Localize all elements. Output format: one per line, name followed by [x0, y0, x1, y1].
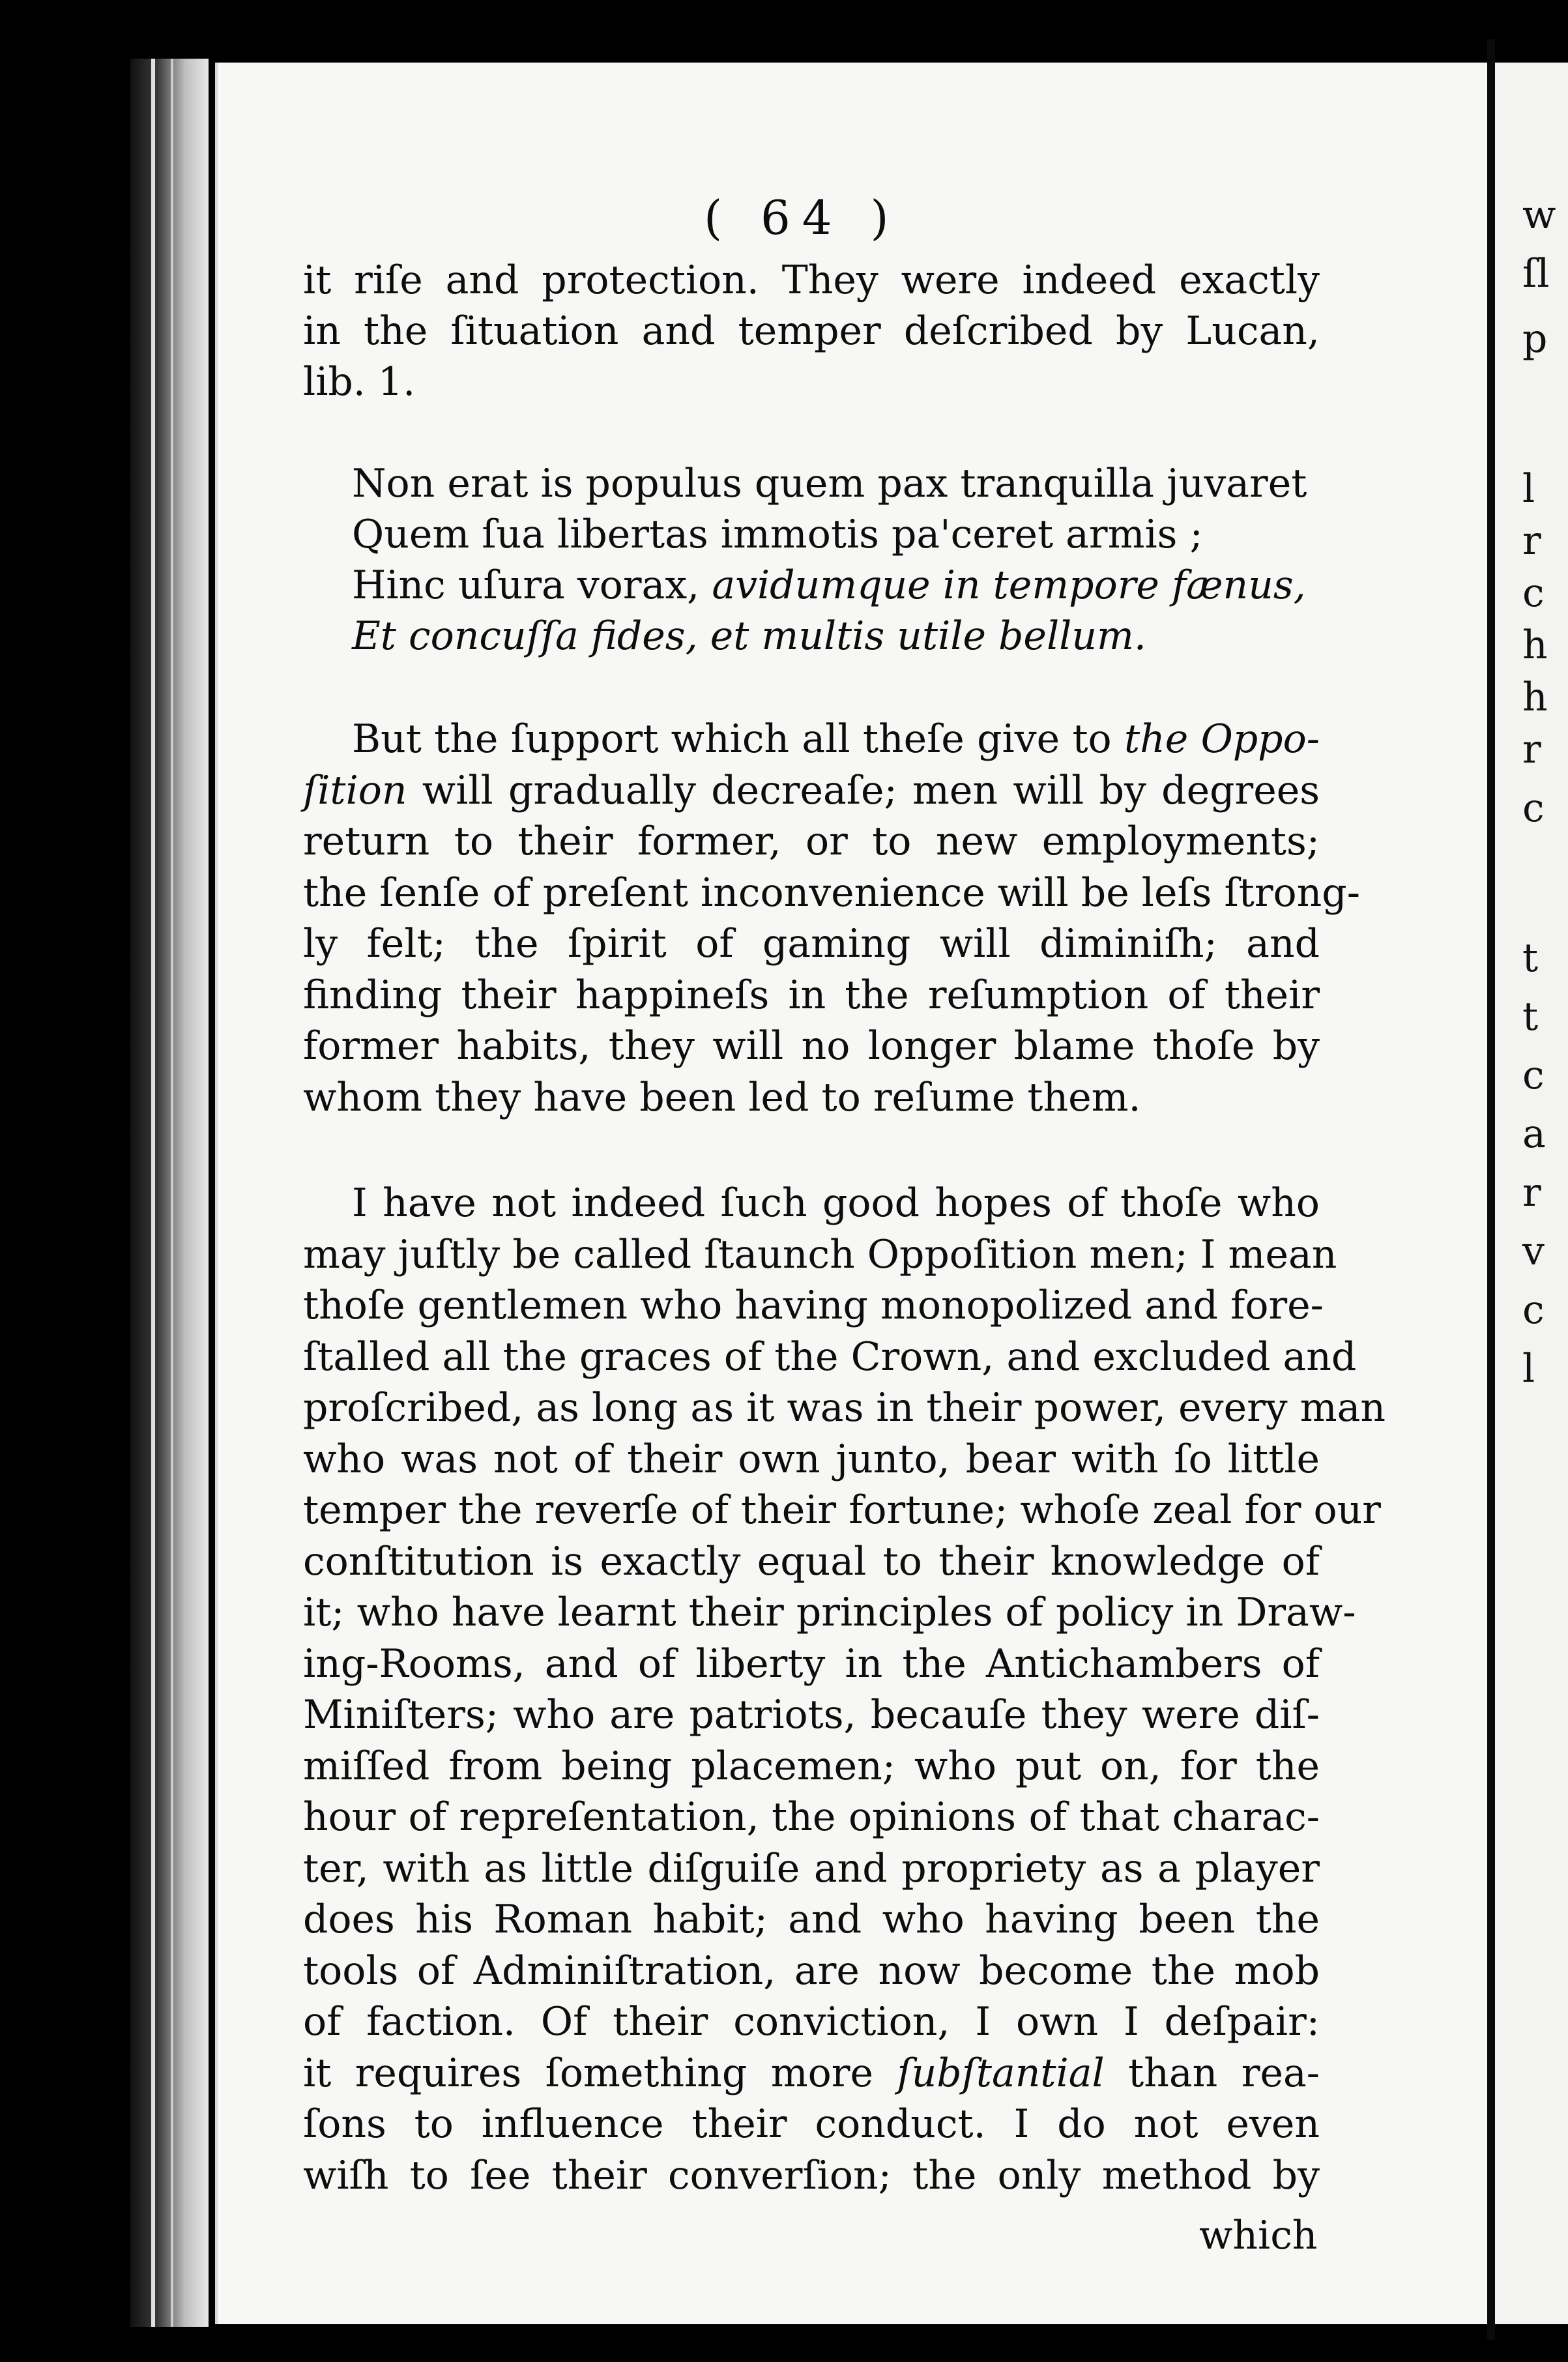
paragraph-3-line — [303, 1436, 1320, 1482]
facing-page-fragment: r — [1522, 727, 1541, 772]
verse-line — [352, 562, 1306, 608]
facing-page-fragment: h — [1522, 675, 1548, 720]
paragraph-3-line — [303, 1846, 1320, 1891]
paragraph-3-line-segment: thoſe gentlemen who having monopolized and fore- — [303, 1283, 1324, 1328]
paragraph-2-line — [352, 716, 1320, 762]
paragraph-3-line — [303, 1743, 1320, 1789]
facing-page-edge — [1495, 63, 1568, 2324]
facing-page-fragment: h — [1522, 622, 1548, 668]
paragraph-2-line — [303, 768, 1320, 813]
paragraph-2-line-segment: whom they have been led to reſume them. — [303, 1075, 1141, 1120]
paragraph-2-line — [303, 921, 1320, 967]
facing-page-fragment: c — [1522, 570, 1545, 616]
book-spine — [130, 59, 209, 2327]
paragraph-3-line — [303, 2101, 1320, 2147]
paragraph-3-line — [303, 1385, 1386, 1431]
facing-page-fragment: r — [1522, 518, 1541, 564]
verse-line — [352, 613, 1146, 659]
verse-line-segment: avidumque in tempore fænus, — [712, 562, 1306, 608]
paragraph-2-line-segment: former habits, they will no longer blame thoſe by — [303, 1023, 1320, 1069]
facing-page-fragment: a — [1522, 1111, 1546, 1157]
paragraph-3-line — [303, 2153, 1320, 2198]
catchword: which — [1199, 2213, 1318, 2258]
paragraph-3-line-segment: it requires ſomething more — [303, 2050, 897, 2096]
paragraph-3-line-segment: does his Roman habit; and who having been the — [303, 1897, 1320, 1942]
facing-page-fragment: t — [1522, 994, 1539, 1040]
page-gutter — [1487, 39, 1495, 2340]
paragraph-3-line-segment: ter, with as little diſguiſe and propriety as a player — [303, 1846, 1320, 1891]
paragraph-3-line — [303, 1590, 1356, 1635]
paragraph-3-line-segment: of faction. Of their conviction, I own I deſpair: — [303, 1999, 1320, 2045]
facing-page-fragment: w — [1522, 192, 1556, 238]
verse-line-segment: Et concuſſa fides, et multis utile bellum. — [352, 613, 1146, 659]
paragraph-3-line-segment: conſtitution is exactly equal to their knowledge of — [303, 1539, 1320, 1584]
paragraph-3-line-segment: I have not indeed ſuch good hopes of thoſe who — [352, 1180, 1320, 1226]
paragraph-1-line: in the ſituation and temper deſcribed by Lucan, — [303, 308, 1320, 354]
paragraph-3-line-segment: who was not of their own junto, bear with ſo little — [303, 1436, 1320, 1482]
paragraph-3-line — [303, 1641, 1320, 1687]
paragraph-3-line — [303, 1948, 1320, 1994]
paragraph-3-line-segment: ſons to influence their conduct. I do not even — [303, 2101, 1320, 2147]
verse-line — [352, 461, 1307, 506]
facing-page-fragment: r — [1522, 1170, 1541, 1216]
spine-highlight — [151, 59, 155, 2327]
facing-page-fragment: l — [1522, 1346, 1535, 1392]
facing-page-fragment: ſl — [1522, 251, 1550, 297]
paragraph-2-line — [303, 819, 1320, 864]
facing-page-fragment: l — [1522, 466, 1535, 512]
paragraph-3-line-segment: ing-Rooms, and of liberty in the Antichambers of — [303, 1641, 1320, 1687]
paragraph-2-line-segment: ly felt; the ſpirit of gaming will diminiſh; and — [303, 921, 1320, 967]
facing-page-fragment: c — [1522, 1053, 1545, 1098]
paragraph-2-line-segment: the Oppo- — [1124, 716, 1320, 762]
paragraph-3-line — [303, 1897, 1320, 1942]
paragraph-3-line — [303, 1334, 1357, 1380]
facing-page-fragment: t — [1522, 935, 1539, 981]
paragraph-3-line-segment: may juſtly be called ſtaunch Oppoſition men; I mean — [303, 1232, 1337, 1277]
paragraph-3-line-segment: proſcribed, as long as it was in their power, every man — [303, 1385, 1386, 1431]
paragraph-2-line-segment: the ſenſe of preſent inconvenience will be leſs ſtrong- — [303, 870, 1360, 916]
paragraph-3-line-segment: hour of repreſentation, the opinions of that charac- — [303, 1794, 1320, 1840]
facing-page-fragment: p — [1522, 316, 1548, 362]
facing-page-fragment: c — [1522, 785, 1545, 831]
paragraph-3-line — [352, 1180, 1320, 1226]
verse-line-segment: Hinc uſura vorax, — [352, 562, 712, 608]
paragraph-3-line-segment: than rea- — [1104, 2050, 1320, 2096]
facing-page-fragment: v — [1522, 1229, 1545, 1274]
paragraph-3-line — [303, 1539, 1320, 1584]
paragraph-2-line-segment: return to their former, or to new employments; — [303, 819, 1320, 864]
page-number: ( 64 ) — [704, 190, 901, 245]
paragraph-2-line — [303, 972, 1320, 1018]
paragraph-2-line-segment: ſition — [303, 768, 407, 813]
paragraph-3-line — [303, 1692, 1320, 1738]
paragraph-3-line-segment: temper the reverſe of their fortune; whoſe zeal for our — [303, 1487, 1381, 1533]
paragraph-2-line — [303, 870, 1360, 916]
paragraph-3-line-segment: ſtalled all the graces of the Crown, and excluded and — [303, 1334, 1357, 1380]
paragraph-1-line: lib. 1. — [303, 359, 416, 405]
paragraph-3-line — [303, 1999, 1320, 2045]
paragraph-3-line — [303, 1487, 1381, 1533]
paragraph-3-line — [303, 1232, 1337, 1277]
facing-page-fragment: c — [1522, 1287, 1545, 1333]
paragraph-2-line-segment: will gradually decreaſe; men will by degrees — [407, 768, 1320, 813]
paragraph-2-line-segment: But the ſupport which all theſe give to — [352, 716, 1124, 762]
paragraph-3-line — [303, 2050, 1320, 2096]
paragraph-1-line: it riſe and protection. They were indeed exactly — [303, 257, 1320, 303]
paragraph-3-line-segment: wiſh to ſee their converſion; the only method by — [303, 2153, 1320, 2198]
verse-line-segment: Quem ſua libertas immotis pa'ceret armis ; — [352, 512, 1203, 557]
paragraph-3-line-segment: Miniſters; who are patriots, becauſe they were diſ- — [303, 1692, 1320, 1738]
paragraph-3-line — [303, 1283, 1324, 1328]
paragraph-2-line — [303, 1075, 1141, 1120]
paragraph-3-line-segment: it; who have learnt their principles of policy in Draw- — [303, 1590, 1356, 1635]
paragraph-3-line-segment: miſſed from being placemen; who put on, for the — [303, 1743, 1320, 1789]
paragraph-3-line — [303, 1794, 1320, 1840]
paragraph-2-line-segment: finding their happineſs in the reſumption of their — [303, 972, 1320, 1018]
verse-line — [352, 512, 1203, 557]
paragraph-3-line-segment: tools of Adminiſtration, are now become the mob — [303, 1948, 1320, 1994]
paragraph-3-line-segment: ſubſtantial — [897, 2050, 1105, 2096]
spine-highlight — [171, 59, 173, 2327]
verse-line-segment: Non erat is populus quem pax tranquilla juvaret — [352, 461, 1307, 506]
paragraph-2-line — [303, 1023, 1320, 1069]
